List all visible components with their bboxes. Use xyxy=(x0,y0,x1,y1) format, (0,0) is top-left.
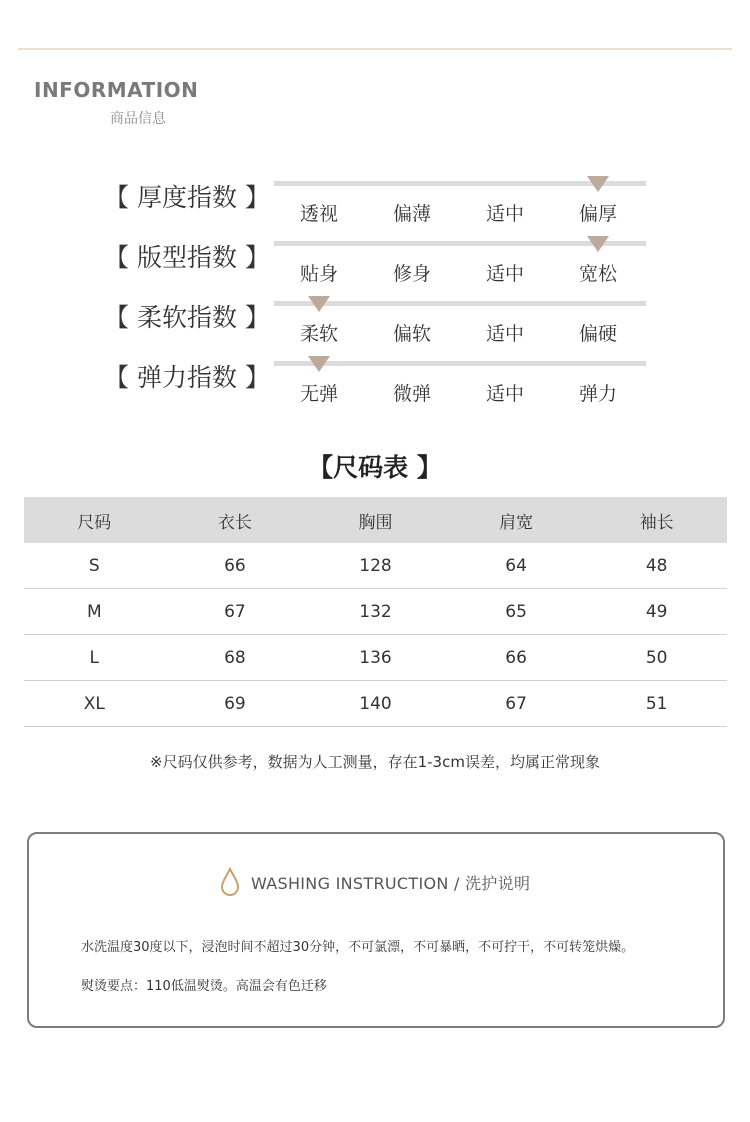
table-cell: 64 xyxy=(446,543,587,589)
section-subtitle: 商品信息 xyxy=(110,111,166,127)
size-chart-title: 【尺码表 】 xyxy=(308,453,442,482)
index-option: 偏硬 xyxy=(578,323,617,345)
table-row xyxy=(24,635,727,681)
section-title: INFORMATION xyxy=(34,78,199,102)
index-option: 适中 xyxy=(485,323,524,345)
table-cell: 66 xyxy=(165,543,306,589)
table-cell: M xyxy=(24,589,165,635)
table-cell: 68 xyxy=(165,635,306,681)
index-option: 修身 xyxy=(392,263,431,285)
table-cell: 67 xyxy=(446,681,587,727)
table-cell: 69 xyxy=(165,681,306,727)
index-label: 【 厚度指数 】 xyxy=(104,183,270,212)
table-cell: S xyxy=(24,543,165,589)
header-chest: 胸围 xyxy=(305,497,446,543)
washing-header xyxy=(219,864,530,900)
washing-instruction-box xyxy=(27,832,725,1028)
table-cell: L xyxy=(24,635,165,681)
index-option: 偏厚 xyxy=(578,203,617,225)
table-cell: 65 xyxy=(446,589,587,635)
size-chart-table xyxy=(24,497,727,727)
table-row xyxy=(24,543,727,589)
table-row xyxy=(24,681,727,727)
index-label: 【 版型指数 】 xyxy=(104,243,270,272)
washing-text-wash: 水洗温度30度以下，浸泡时间不超过30分钟，不可氯漂，不可暴晒，不可拧干，不可转笼烘燥。 xyxy=(81,940,635,955)
table-cell: 49 xyxy=(586,589,727,635)
washing-title: WASHING INSTRUCTION / 洗护说明 xyxy=(251,873,531,893)
index-marker-icon xyxy=(308,296,330,312)
header-length: 衣长 xyxy=(165,497,306,543)
washing-text-iron: 熨烫要点：110低温熨烫。高温会有色迁移 xyxy=(81,979,327,994)
table-cell: 50 xyxy=(586,635,727,681)
index-option: 偏薄 xyxy=(392,203,431,225)
index-marker-icon xyxy=(587,236,609,252)
index-label: 【 弹力指数 】 xyxy=(104,363,270,392)
index-row xyxy=(0,178,750,238)
index-option: 适中 xyxy=(485,263,524,285)
header-sleeve: 袖长 xyxy=(586,497,727,543)
index-marker-icon xyxy=(587,176,609,192)
index-option: 偏软 xyxy=(392,323,431,345)
index-option: 柔软 xyxy=(299,323,338,345)
table-cell: 48 xyxy=(586,543,727,589)
index-option: 无弹 xyxy=(299,383,338,405)
index-row xyxy=(0,238,750,298)
table-cell: 67 xyxy=(165,589,306,635)
header-size: 尺码 xyxy=(24,497,165,543)
index-option: 透视 xyxy=(299,203,338,225)
table-row xyxy=(24,589,727,635)
table-cell: 66 xyxy=(446,635,587,681)
table-cell: 132 xyxy=(305,589,446,635)
table-cell: 51 xyxy=(586,681,727,727)
water-drop-icon xyxy=(219,867,241,897)
index-option: 适中 xyxy=(485,203,524,225)
index-option: 微弹 xyxy=(392,383,431,405)
index-option: 适中 xyxy=(485,383,524,405)
index-option: 贴身 xyxy=(299,263,338,285)
index-option: 弹力 xyxy=(578,383,617,405)
top-divider xyxy=(18,48,732,50)
table-cell: 140 xyxy=(305,681,446,727)
index-label: 【 柔软指数 】 xyxy=(104,303,270,332)
size-note: ※尺码仅供参考，数据为人工测量，存在1-3cm误差，均属正常现象 xyxy=(150,753,600,771)
index-option: 宽松 xyxy=(578,263,617,285)
header-shoulder: 肩宽 xyxy=(446,497,587,543)
index-marker-icon xyxy=(308,356,330,372)
table-cell: 136 xyxy=(305,635,446,681)
table-cell: XL xyxy=(24,681,165,727)
index-row xyxy=(0,298,750,358)
index-row xyxy=(0,358,750,418)
size-chart-header-row xyxy=(24,497,727,543)
table-cell: 128 xyxy=(305,543,446,589)
